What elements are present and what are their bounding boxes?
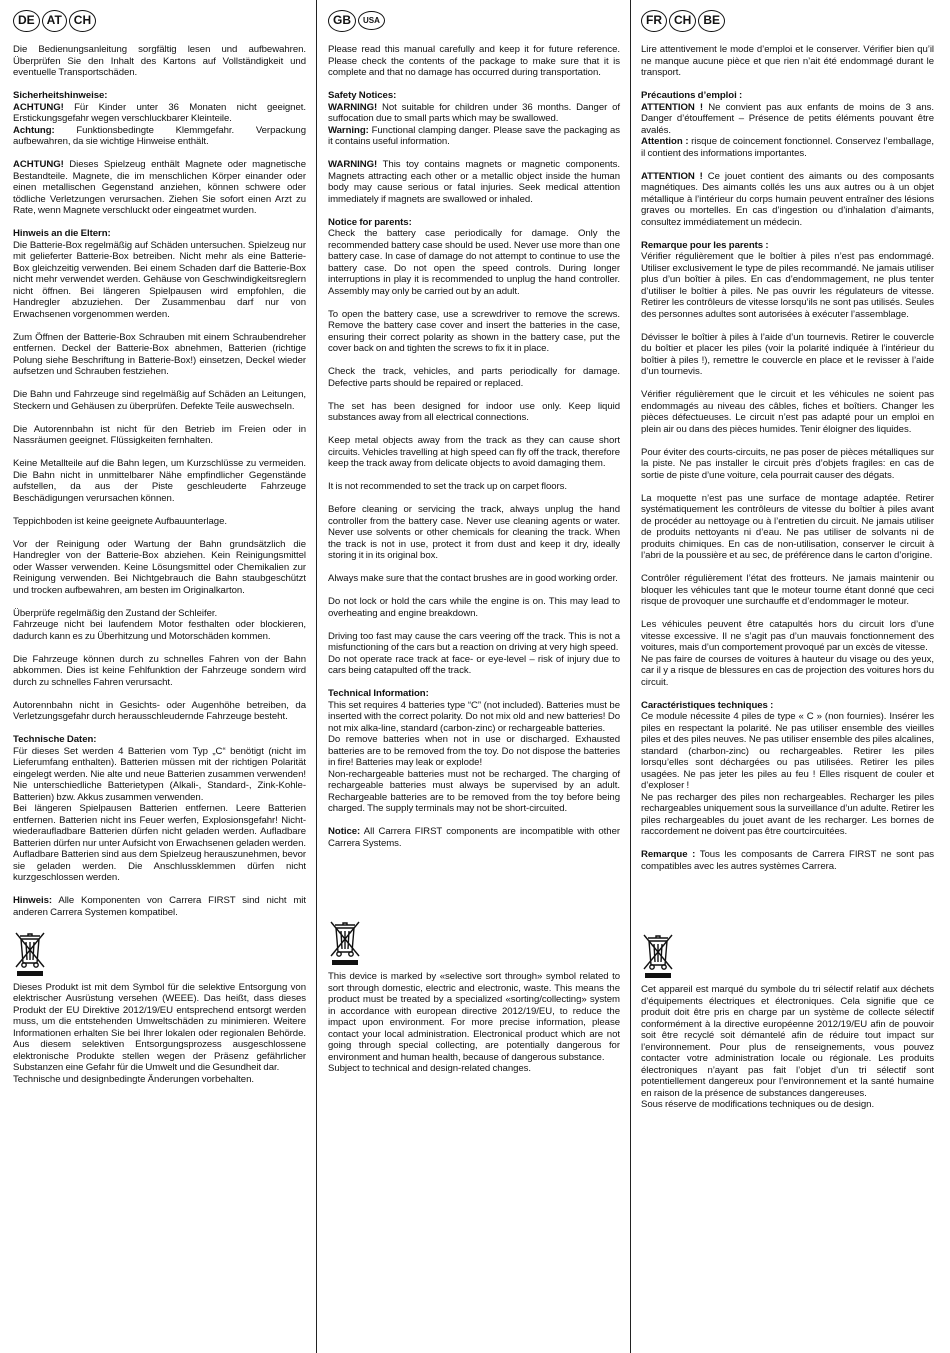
warning-magnets: ATTENTION ! Ce jouet contient des aimants ou des composants magnétiques. Des aimants collés les uns aux autres ou à un objet métallique à l’intérieur du corps humain peuvent entraîner des lésions graves ou mortelles. En cas d’ingestion ou d’inhalation d’aimants, consultez immédiatement un médecin.: [641, 170, 934, 228]
paragraph: Die Autorennbahn ist nicht für den Betrieb im Freien oder in Nassräumen geeignet. Flüssigkeiten fernhalten.: [13, 423, 306, 446]
paragraph: Keine Metallteile auf die Bahn legen, um Kurzschlüsse zu vermeiden. Die Bahn nicht in unmittelbarer Nähe empfindlicher Gegenstände aufstellen, da aus der Piste geschleuderte Fahrzeuge Beschädigungen verursachen können.: [13, 458, 306, 504]
paragraph: Always make sure that the contact brushes are in good working order.: [328, 573, 618, 584]
weee-section: [328, 919, 620, 1075]
country-badge-ch: CH: [669, 10, 696, 32]
weee-text: Cet appareil est marqué du symbole du tri sélectif relatif aux déchets d’équipements électriques et électroniques. Cela signifie que ce produit doit être pris en charge par un système de collecte sélectif conformément à la directive européenne 2012/19/EU afin de pouvoir soit être recyclé soit démantelé afin de réduire tout impact sur l’environnement. Pour plus de renseignements, vous pouvez contacter votre administration locale ou régionale. Les produits électroniques n’ayant pas fait l’objet d’un tri sélectif sont potentiellement dangereux pour l’environnement et la santé humaine en raison de la présence de substances dangereuses.: [641, 984, 934, 1099]
country-badges: [641, 10, 934, 34]
technical-data: Für dieses Set werden 4 Batterien vom Typ „C“ benötigt (nicht im Lieferumfang enthalten). Batterien müssen mit der richtigen Polarität eingelegt werden. Nie alte und neue Batterien zusammen verwenden! Nie unterschiedliche Batterietypen (Alkali-, Standard-, Zink-Kohle-Batterien) bzw. Akkus zusammen verwenden.: [13, 745, 306, 803]
paragraph: Les véhicules peuvent être catapultés hors du circuit lors d’une vitesse excessive. Il ne s’agit pas d’un mauvais fonctionnement des voitures, mais d’un comportement provoqué par un excès de vitesse.: [641, 619, 934, 653]
weee-section: [641, 932, 934, 1111]
paragraph: Check the battery case periodically for damage. Only the recommended battery case should be used. Never use more than one battery case. In case of damage do not attempt to continue to use the battery case. Do not open the speed controls. During longer interruptions in play it is recommended to unplug the hand controller. Assembly may only be carried out by an adult.: [328, 228, 620, 297]
technical-data: Do remove batteries when not in use or discharged. Exhausted batteries are to be removed from the toy. Do not dispose the batteries in fire! Batteries may leak or explode!: [328, 734, 620, 768]
warning-magnets: ACHTUNG! Dieses Spielzeug enthält Magnete oder magnetische Bestandteile. Magnete, die im menschlichen Körper einander oder einen metallischen Gegenstand anziehen, können schwere oder tödliche Verletzungen verursachen. Ziehen Sie sofort einen Arzt zu Rate, wenn Magnete verschluckt oder eingeatmet wurden.: [13, 159, 306, 216]
country-badge-usa: USA: [358, 11, 385, 30]
compatibility-note: Notice: All Carrera FIRST components are incompatible with other Carrera Systems.: [328, 826, 620, 849]
warning-magnets: WARNING! This toy contains magnets or magnetic components. Magnets attracting each other or a metallic object inside the human body may cause serious or fatal injuries. Seek medical attention immediately if magnets are swallowed or inhaled.: [328, 159, 620, 205]
paragraph: Zum Öffnen der Batterie-Box Schrauben mit einem Schraubendreher entfernen. Deckel der Batterie-Box abnehmen, Batterien (richtige Polung siehe Beschriftung in Batterie-Box!) einsetzen, Deckel wieder aufsetzen und Schrauben festziehen.: [13, 331, 306, 377]
warning-small-parts: ACHTUNG! Für Kinder unter 36 Monaten nicht geeignet. Erstickungsgefahr wegen verschluckbarer Kleinteile.: [13, 101, 306, 124]
paragraph: Pour éviter des courts-circuits, ne pas poser de pièces métalliques sur la piste. Ne pas installer le circuit près d’objets fragiles: en cas de sortie de piste d’une voiture, cela pourrait causer des dégats.: [641, 446, 934, 481]
section-heading: Sicherheitshinweise:: [13, 90, 108, 101]
warning-clamping: Attention : risque de coincement fonctionnel. Conservez l’emballage, il contient des informations importantes.: [641, 136, 935, 159]
technical-data: Ce module nécessite 4 piles de type « C » (non fournies). Insérer les piles en respectant la polarité. Ne pas utiliser ensemble des vieilles piles et des piles neuves. Ne pas utiliser ensemble des piles alcalines, standard (charbon-zinc) ou rechargeables. Retirer les piles lorsqu’elles sont déchargées ou pas utilisées. Retirer les piles usagées. Ne pas jeter les piles au feu ! Elles risquent de couler et d’exploser !: [641, 711, 934, 791]
intro-text: Lire attentivement le mode d’emploi et le conserver. Vérifier bien qu’il ne manque aucune pièce et que rien n’ait été endommagé durant le transport.: [641, 44, 934, 78]
paragraph: Contrôler régulièrement l’état des frotteurs. Ne jamais maintenir ou bloquer les véhicules tant que le moteur tourne étant donné que ceci risque de provoquer une surchauffe et d’endommager le moteur.: [641, 573, 934, 607]
section-heading: Notice for parents:: [328, 216, 412, 228]
paragraph: Die Fahrzeuge können durch zu schnelles Fahren von der Bahn abkommen. Dies ist keine Fehlfunktion der Fahrzeuge sondern wird durch zu schnelles Fahren verursacht.: [13, 653, 306, 688]
section-heading: Safety Notices:: [328, 90, 397, 101]
paragraph: Before cleaning or servicing the track, always unplug the hand controller from the battery case. Never use cleaning agents or water. Never use solvents or other chemicals for cleaning the track. When the track is not in use, protect it from dust and keep it dry, ideally storing it in its original box.: [328, 504, 620, 561]
technical-data: Non-rechargeable batteries must not be recharged. The charging of rechargeable batteries must always be supervised by an adult. Rechargeable batteries are to be removed from the toy before being charged. The supply terminals may not be short-circuited.: [328, 768, 620, 814]
paragraph: To open the battery case, use a screwdriver to remove the screws. Remove the battery case cover and insert the batteries in the case, ensuring their correct polarity as shown in the battery case, put the cover back on and tighten the screws to fix it in place.: [328, 308, 620, 354]
intro-text: Please read this manual carefully and keep it for future reference. Please check the contents of the package to make sure that it is complete and that no damage has occurred during transportation.: [328, 44, 620, 78]
paragraph: Vor der Reinigung oder Wartung der Bahn grundsätzlich die Handregler von der Batterie-Box abziehen. Kein Reinigungsmittel oder Wasser verwenden. Keine Lösungsmittel oder Chemikalien zur Reinigung verwenden. Bei Nichtgebrauch die Bahn staubgeschützt und trocken aufbewahren, am besten im Originalkarton.: [13, 538, 306, 596]
paragraph: Überprüfe regelmäßig den Zustand der Schleifer.: [13, 607, 218, 619]
crossed-out-wheelie-bin-icon: [328, 919, 362, 967]
country-badge-at: AT: [42, 10, 67, 32]
weee-text: Dieses Produkt ist mit dem Symbol für die selektive Entsorgung von elektrischer Ausrüstung versehen (WEEE). Das heißt, dass dieses Produkt der EU Direktive 2012/19/EU entsprechend entsorgt werden muss, um die entstehenden Umweltschäden zu minimieren. Weitere Informationen erhalten Sie bei Ihrer lokalen oder regionalen Behörde. Aus diesem selektiven Entsorgungsprozess ausgeschlossene elektronische Produkte stellen wegen der Präsenz gefährlicher Substanzen eine Gefahr für die Umwelt und die Gesundheit dar.: [13, 981, 306, 1073]
country-badge-ch: CH: [69, 10, 96, 32]
paragraph: Do not lock or hold the cars while the engine is on. This may lead to overheating and engine breakdown.: [328, 596, 620, 619]
section-heading: Précautions d’emploi :: [641, 90, 743, 101]
section-heading: Technical Information:: [328, 688, 429, 699]
paragraph: Teppichboden ist keine geeignete Aufbauunterlage.: [13, 515, 227, 527]
technical-data: Bei längeren Spielpausen Batterien entfernen. Leere Batterien entfernen. Batterien nicht ins Feuer werfen, Explosionsgefahr! Nicht-wiederaufladbare Batterien dürfen nicht geladen werden. Aufladbare Batterien dürfen nur unter Aufsicht von Erwachsenen geladen werden. Aufladbare Batterien sind aus dem Spielzeug herauszunehmen, bevor sie geladen werden. Die Anschlussklemmen dürfen nicht kurzgeschlossen werden.: [13, 803, 306, 883]
paragraph: Check the track, vehicles, and parts periodically for damage. Defective parts should be repaired or replaced.: [328, 366, 620, 389]
section-heading: Remarque pour les parents :: [641, 239, 769, 251]
paragraph: La moquette n’est pas une surface de montage adaptée. Retirer systématiquement les contrôleurs de vitesse du boîtier à piles avant de procéder au nettoyage ou à l’entretien du circuit. Ne jamais utiliser de produits nettoyants ni d’eau. Ne pas utiliser de solvants ni de produits chimiques. En cas de non-utilisation, conserver le circuit à l’abri de la poussière et au sec, de préférence dans le carton d’origine.: [641, 492, 934, 561]
warning-small-parts: ATTENTION ! Ne convient pas aux enfants de moins de 3 ans. Danger d’étouffement – Présence de petits éléments pouvant être avalés.: [641, 101, 934, 136]
intro-text: Die Bedienungsanleitung sorgfältig lesen und aufbewahren. Überprüfen Sie den Inhalt des Kartons auf Vollständigkeit und eventuelle Transportschäden.: [13, 44, 306, 78]
paragraph: Vérifier régulièrement que le circuit et les véhicules ne soient pas endommagés au niveau des câbles, fiches et boîtiers. Changer les pièces défectueuses. Le circuit n’est pas adapté pour un emploi en plein air ou dans des pièces humides. Tenir éloigner des liquides.: [641, 389, 934, 435]
crossed-out-wheelie-bin-icon: [641, 932, 675, 980]
compatibility-note: Hinweis: Alle Komponenten von Carrera FIRST sind nicht mit anderen Carrera Systemen kompatibel.: [13, 895, 306, 918]
country-badge-de: DE: [13, 10, 40, 32]
warning-small-parts: WARNING! Not suitable for children under 36 months. Danger of suffocation due to small parts which may be swallowed.: [328, 101, 620, 124]
changes-note: Subject to technical and design-related changes.: [328, 1063, 532, 1074]
paragraph: Autorennbahn nicht in Gesichts- oder Augenhöhe betreiben, da Verletzungsgefahr durch herausschleudernde Fahrzeuge besteht.: [13, 699, 306, 722]
weee-section: [13, 930, 306, 1086]
english-column: [328, 10, 620, 1342]
paragraph: Ne pas faire de courses de voitures à hauteur du visage ou des yeux, car il y a risque de blessures en cas de projection des voitures hors du circuit.: [641, 653, 934, 688]
compatibility-note: Remarque : Tous les composants de Carrera FIRST ne sont pas compatibles avec les autres systèmes Carrera.: [641, 849, 934, 872]
german-column: [13, 10, 306, 1342]
paragraph: Fahrzeuge nicht bei laufendem Motor festhalten oder blockieren, dadurch kann es zu Überhitzung und Motorschäden kommen.: [13, 619, 306, 642]
paragraph: Keep metal objects away from the track as they can cause short circuits. Vehicles travelling at high speed can fly off the track, therefore keep the track away from delicate objects to avoid damaging them.: [328, 435, 620, 469]
technical-data: This set requires 4 batteries type “C” (not included). Batteries must be inserted with the correct polarity. Do not mix old and new batteries! Do not mix alka-line, standard (carbon-zinc) or rechargeable batteries.: [328, 699, 620, 734]
country-badge-fr: FR: [641, 10, 667, 32]
changes-note: Sous réserve de modifications techniques ou de design.: [641, 1099, 875, 1110]
paragraph: The set has been designed for indoor use only. Keep liquid substances away from all electrical connections.: [328, 400, 620, 423]
french-column: [641, 10, 934, 1342]
warning-clamping: Warning: Functional clamping danger. Please save the packaging as it contains useful information.: [328, 124, 620, 147]
changes-note: Technische und designbedingte Änderungen vorbehalten.: [13, 1073, 254, 1085]
country-badge-be: BE: [698, 10, 725, 32]
paragraph: Dévisser le boîtier à piles à l’aide d’un tournevis. Retirer le couvercle du boîtier et placer les piles (voir la polarité indiquée à l’intérieur du boîtier à piles !), remettre le couvercle en place et le revisser à l’aide d’un tournevis.: [641, 331, 934, 377]
country-badges: [13, 10, 306, 34]
column-divider: [630, 0, 631, 1353]
country-badge-gb: GB: [328, 10, 356, 32]
paragraph: Die Bahn und Fahrzeuge sind regelmäßig auf Schäden an Leitungen, Steckern und Gehäusen zu überprüfen. Defekte Teile auswechseln.: [13, 389, 306, 412]
country-badges: [328, 10, 620, 34]
paragraph: Vérifier régulièrement que le boîtier à piles n’est pas endommagé. Utiliser exclusivement le type de piles recommandé. Ne jamais utiliser plus d’un boîtier à piles. En cas d’endommagement, ne plus tenter d’utiliser le boîtier à piles. Ne pas ouvrir les régulateurs de vitesse. Retirer les contrôleurs de vitesse lorsqu’ils ne sont pas utilisés. Seules des personnes adultes sont autorisées à exécuter l’assemblage.: [641, 251, 934, 320]
warning-clamping: Achtung: Funktionsbedingte Klemmgefahr. Verpackung aufbewahren, da sie wichtige Hinweise enthält.: [13, 124, 306, 147]
crossed-out-wheelie-bin-icon: [13, 930, 47, 978]
weee-text: This device is marked by «selective sort through» symbol related to sort through domestic, electric and electronic, waste. This means the product must be treated by a specialized «sorting/collecting» system in accordance with european directive 2012/19/EU, to reduce the impact upon environment. For more precise information, please contact your local administration. Electronical product which are not going through special collecting, are potentially dangerous for environment and human health, because of dangerous substance.: [328, 971, 620, 1063]
technical-data: Ne pas recharger des piles non rechargeables. Recharger les piles rechargeables uniquement sous la surveillance d’un adulte. Retirer les piles rechargeables du jouet avant de les recharger. Les bornes de raccordement ne doivent pas être courtcircuitées.: [641, 791, 934, 837]
section-heading: Hinweis an die Eltern:: [13, 228, 111, 239]
section-heading: Technische Daten:: [13, 734, 97, 745]
paragraph: Driving too fast may cause the cars veering off the track. This is not a misfunctioning of the cars but a reaction on driving at very high speed.: [328, 630, 620, 653]
paragraph: Die Batterie-Box regelmäßig auf Schäden untersuchen. Spielzeug nur mit gelieferter Batterie-Box betreiben. Nicht mehr als eine Batterie-Box gleichzeitig verwenden. Bei einem Schaden darf die Batterie-Box nicht mehr verwendet werden. Gehäuse von Geschwindigkeitsreglern nicht öffnen. Bei längeren Spielpausen wird empfohlen, die Handregler abzuziehen. Der Zusammenbau darf nur von Erwachsenen vorgenommen werden.: [13, 239, 306, 320]
column-divider: [316, 0, 317, 1353]
section-heading: Caractéristiques techniques :: [641, 699, 774, 711]
paragraph: It is not recommended to set the track up on carpet floors.: [328, 481, 568, 492]
paragraph: Do not operate race track at face- or eye-level – risk of injury due to cars being catapulted off the track.: [328, 653, 620, 676]
